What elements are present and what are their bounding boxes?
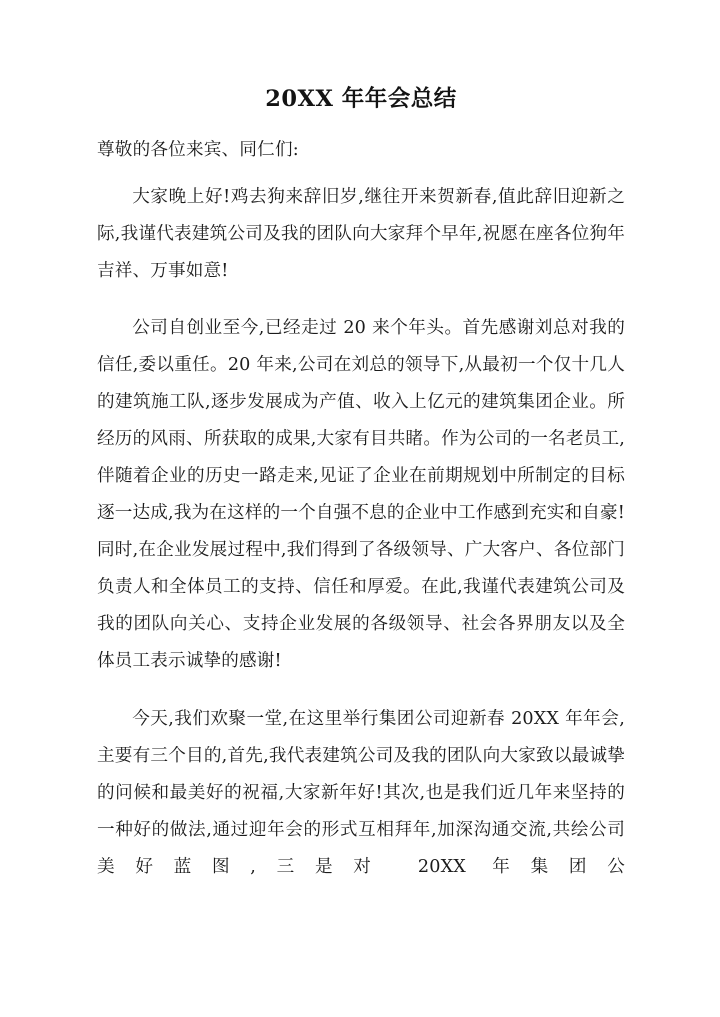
paragraph-3: 今天,我们欢聚一堂,在这里举行集团公司迎新春 20XX 年年会,主要有三个目的,首先,我代表建筑公司及我的团队向大家致以最诚挚的问候和最美好的祝福,大家新年好!其次,也是我们近几年来坚持的一种好的做法,通过迎年会的形式互相拜年,加深沟通交流,共绘公司美好蓝图,三是对 20XX 年集团公 — [97, 709, 625, 878]
document-title: 20XX 年年会总结 — [265, 86, 457, 112]
salutation-line: 尊敬的各位来宾、同仁们: — [97, 139, 299, 160]
paragraph-1: 大家晚上好!鸡去狗来辞旧岁,继往开来贺新春,值此辞旧迎新之际,我谨代表建筑公司及我的团队向大家拜个早年,祝愿在座各位狗年吉祥、万事如意! — [97, 187, 625, 282]
paragraph-2: 公司自创业至今,已经走过 20 来个年头。首先感谢刘总对我的信任,委以重任。20 年来,公司在刘总的领导下,从最初一个仅十几人的建筑施工队,逐步发展成为产值、收入上亿元的建筑集团企业。所经历的风雨、所获取的成果,大家有目共睹。作为公司的一名老员工,伴随着企业的历史一路走来,见证了企业在前期规划中所制定的目标逐一达成,我为在这样的一个自强不息的企业中工作感到充实和自豪!同时,在企业发展过程中,我们得到了各级领导、广大客户、各位部门负责人和全体员工的支持、信任和厚爱。在此,我谨代表建筑公司及我的团队向关心、支持企业发展的各级领导、社会各界朋友以及全体员工表示诚挚的感谢! — [97, 318, 625, 672]
document-body — [97, 0, 625, 886]
